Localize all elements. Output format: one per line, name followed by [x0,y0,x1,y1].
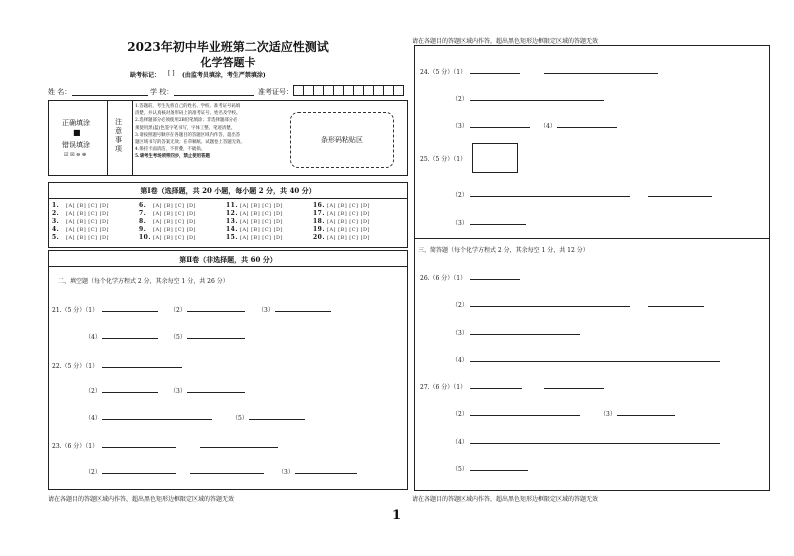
choice-number: 17. [313,210,325,217]
q21-label: 21.（5 分）（1） [52,307,99,314]
part2-title: 第Ⅱ卷（非选择题，共 60 分） [179,255,277,264]
choice-options[interactable]: [A] [B] [C] [D] [327,211,370,217]
choice-options[interactable]: [A] [B] [C] [D] [240,235,283,241]
q27-3-label: （3） [600,411,616,418]
q21-4-label: （4） [85,334,101,341]
right-answer-box [414,45,770,491]
q21-1-field[interactable] [102,311,158,312]
q27-5-label: （5） [452,466,468,473]
q24-2-label: （2） [452,96,468,103]
choice-options[interactable]: [A] [B] [C] [D] [240,211,283,217]
footer-notice-left: 请在各题目的答题区域内作答，超出黑色矩形边框限定区域的答题无效 [48,496,235,503]
q21-5-label: （5） [170,334,186,341]
q26-2b-field[interactable] [648,306,704,307]
q22-label: 22.（5 分）（1） [52,363,99,370]
part2-box [48,250,408,490]
choice-row[interactable] [139,234,196,241]
part1-divider [48,198,408,199]
choice-options[interactable]: [A] [B] [C] [D] [327,203,370,209]
choice-row[interactable] [226,218,283,225]
choice-options[interactable]: [A] [B] [C] [D] [66,203,109,209]
choice-row[interactable] [226,210,283,217]
absent-mark[interactable]: [ ] [168,70,175,77]
q22-5-label: （5） [232,415,248,422]
section-short-answer: 三、简答题（每个化学方程式 2 分，其余每空 1 分，共 12 分） [418,247,589,254]
q25-2-field[interactable] [470,196,630,197]
footer-notice-right: 请在各题目的答题区域内作答，超出黑色矩形边框限定区域的答题无效 [412,496,599,503]
q24-label: 24.（5 分）（1） [420,69,467,76]
part1-title: 第Ⅰ卷（选择题，共 20 小题，每小题 2 分，共 40 分） [140,186,316,195]
choice-row[interactable] [226,234,283,241]
choice-number: 14. [226,226,238,233]
choice-number: 11. [226,202,238,209]
choice-number: 4. [52,226,60,233]
choice-options[interactable]: [A] [B] [C] [D] [153,219,196,225]
exam-title: 2023年初中毕业班第二次适应性测试 [127,40,329,54]
q23-1-field[interactable] [102,447,176,448]
choice-number: 16. [313,202,325,209]
q21-3-label: （3） [258,307,274,314]
q27-1-field[interactable] [470,388,522,389]
q26-4-field[interactable] [470,361,720,362]
q22-5-field[interactable] [249,419,305,420]
q21-3-field[interactable] [275,311,331,312]
choice-row[interactable] [313,210,370,217]
wrong-fill-marks: ☑ ☒ ⊖ ⊕ [64,152,87,158]
wrong-fill-label: 错误填涂 [62,141,90,149]
choice-row[interactable] [52,218,109,225]
choice-options[interactable]: [A] [B] [C] [D] [327,227,370,233]
choice-number: 20. [313,234,325,241]
choice-number: 2. [52,210,60,217]
q23-2-field[interactable] [102,473,176,474]
choice-row[interactable] [52,202,109,209]
part2-divider [48,266,408,267]
choice-options[interactable]: [A] [B] [C] [D] [153,203,196,209]
choice-options[interactable]: [A] [B] [C] [D] [66,235,109,241]
notice-side-label: 注意事项 [115,118,122,153]
q26-2-label: （2） [452,302,468,309]
right-divider [414,238,770,239]
q22-2-label: （2） [85,388,101,395]
choice-options[interactable]: [A] [B] [C] [D] [240,203,283,209]
section-fill-blank: 二、填空题（每个化学方程式 2 分，其余每空 1 分，共 26 分） [58,278,229,285]
choice-options[interactable]: [A] [B] [C] [D] [240,219,283,225]
fill-example-cell [48,100,108,176]
choice-number: 12. [226,210,238,217]
choice-row[interactable] [139,218,196,225]
choice-number: 18. [313,218,325,225]
q22-4-label: （4） [85,415,101,422]
choice-options[interactable]: [A] [B] [C] [D] [66,219,109,225]
choice-options[interactable]: [A] [B] [C] [D] [153,235,196,241]
q25-2-label: （2） [452,192,468,199]
page-number: 1 [392,508,402,523]
choice-row[interactable] [139,226,196,233]
q27-2-label: （2） [452,411,468,418]
q24-1-field[interactable] [470,73,520,74]
q27-2-field[interactable] [470,415,580,416]
header-notice-right: 请在各题目的答题区域内作答，超出黑色矩形边框限定区域的答题无效 [412,38,599,45]
q23-2b-field[interactable] [190,473,264,474]
absent-note: (由监考员填涂，考生严禁填涂) [182,72,266,79]
choice-row[interactable] [313,226,370,233]
q23-3-field[interactable] [295,473,357,474]
choice-number: 9. [139,226,147,233]
q23-1b-field[interactable] [200,447,278,448]
choice-number: 6. [139,202,147,209]
barcode-area: 条形码粘贴区 [290,112,394,168]
q25-2b-field[interactable] [648,196,712,197]
choice-number: 3. [52,218,60,225]
choice-options[interactable]: [A] [B] [C] [D] [327,219,370,225]
q22-1-field[interactable] [102,367,182,368]
q21-4-field[interactable] [102,338,158,339]
q25-drawing-box[interactable] [472,143,518,173]
q26-3-field[interactable] [470,334,580,335]
q24-1b-field[interactable] [544,73,658,74]
q27-label: 27.（6 分）（1） [420,384,467,391]
choice-row[interactable] [52,234,109,241]
choice-number: 19. [313,226,325,233]
q22-4-field[interactable] [102,419,212,420]
choice-number: 1. [52,202,60,209]
choice-row[interactable] [52,210,109,217]
q23-3-label: （3） [278,469,294,476]
q21-5-field[interactable] [187,338,245,339]
name-label: 姓 名： [48,88,72,96]
choice-row[interactable] [52,226,109,233]
choice-number: 13. [226,218,238,225]
choice-number: 7. [139,210,147,217]
q27-5-field[interactable] [470,470,528,471]
q22-3-label: （3） [170,388,186,395]
choice-options[interactable]: [A] [B] [C] [D] [240,227,283,233]
choice-row[interactable] [313,218,370,225]
choice-row[interactable] [226,226,283,233]
choice-row[interactable] [139,210,196,217]
correct-fill-label: 正确填涂 [62,119,90,127]
school-label: 学 校： [150,88,174,96]
q26-3-label: （3） [452,330,468,337]
q24-2-field[interactable] [470,100,604,101]
choice-number: 8. [139,218,147,225]
correct-fill-mark: ■ [73,128,81,137]
q24-3-label: （3） [452,123,468,130]
absent-label: 缺考标记： [130,72,161,79]
q26-2-field[interactable] [470,306,630,307]
choice-row[interactable] [226,202,283,209]
q21-2-label: （2） [170,307,186,314]
q25-3-label: （3） [452,220,468,227]
q27-4-field[interactable] [470,443,720,444]
q25-label: 25.（5 分）（1） [420,156,467,163]
choice-row[interactable] [313,202,370,209]
ticket-boxes[interactable] [294,85,404,96]
q27-3-field[interactable] [617,415,675,416]
choice-number: 10. [139,234,151,241]
q23-label: 23.（6 分）（1） [52,443,99,450]
q22-3-field[interactable] [187,392,245,393]
q26-4-label: （4） [452,357,468,364]
q25-3-field[interactable] [470,224,526,225]
q27-1b-field[interactable] [544,388,604,389]
choice-row[interactable] [139,202,196,209]
q27-4-label: （4） [452,439,468,446]
q26-1-field[interactable] [470,279,520,280]
ticket-label: 准考证号： [258,88,293,96]
choice-number: 5. [52,234,60,241]
choice-row[interactable] [313,234,370,241]
q21-2-field[interactable] [187,311,245,312]
choice-options[interactable]: [A] [B] [C] [D] [153,211,196,217]
choice-options[interactable]: [A] [B] [C] [D] [66,211,109,217]
school-field[interactable] [174,95,254,96]
choice-options[interactable]: [A] [B] [C] [D] [66,227,109,233]
q23-2-label: （2） [85,469,101,476]
exam-subtitle: 化学答题卡 [200,56,256,69]
name-field[interactable] [72,95,148,96]
q22-2-field[interactable] [102,392,158,393]
q24-4-field[interactable] [557,127,617,128]
q24-4-label: （4） [540,123,556,130]
q26-label: 26.（6 分）（1） [420,275,467,282]
choice-number: 15. [226,234,238,241]
q24-3-field[interactable] [470,127,530,128]
choice-options[interactable]: [A] [B] [C] [D] [153,227,196,233]
notice-items: 1.答题前，考生先将自己的姓名、学校、准考证号码填 清楚，并认真核对条形码上的准考证号、姓名及学校。 2.选择题部分必须使用2B铅笔填涂；非选择题部分必 须使用黑(蓝)色签字笔书写，字体工整、笔迹清楚。 3.请按照题号顺序在各题目的答题区域内作答，超出答 题区域书写的答案无效；在草稿纸、试题卷上答题无效。 4.保持卡面清洁，不折叠，不破损。 5.请考生考场须带四步，禁止使用答题 [135,104,245,160]
choice-options[interactable]: [A] [B] [C] [D] [327,235,370,241]
